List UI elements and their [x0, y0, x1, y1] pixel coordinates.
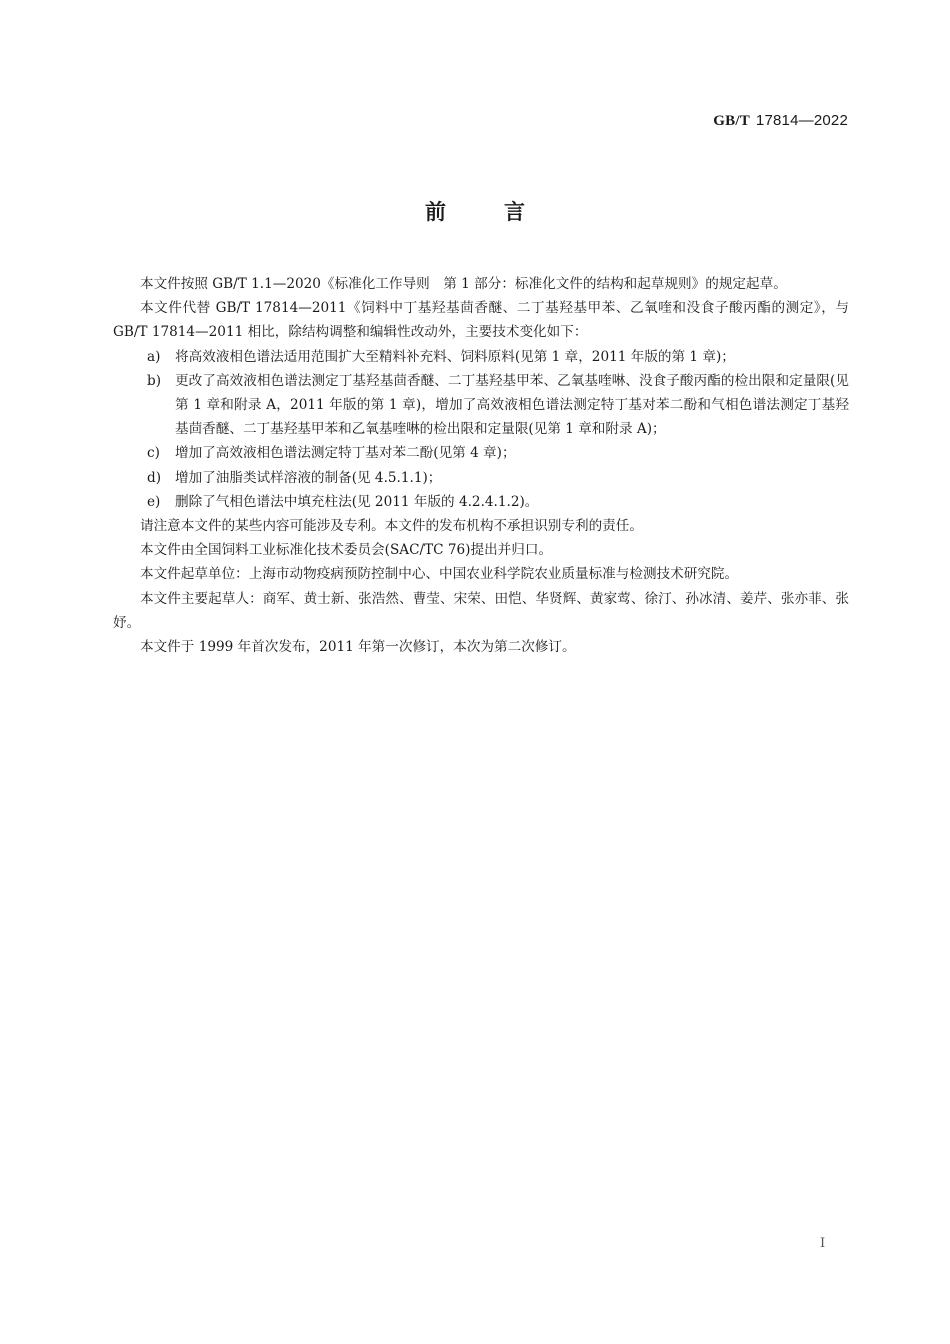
list-item: [113, 369, 849, 442]
list-marker: b): [147, 372, 162, 389]
title-char-2: 言: [504, 200, 525, 224]
replacement-paragraph: 本文件代替 GB/T 17814—2011《饲料中丁基羟基茴香醚、二丁基羟基甲苯、乙氧喹和没食子酸丙酯的测定》，与 GB/T 17814—2011 相比，除结构调整和编辑性改动外，主要技术变化如下：: [113, 300, 849, 341]
drafting-units-paragraph: 本文件起草单位：上海市动物疫病预防控制中心、中国农业科学院农业质量标准与检测技术研究院。: [140, 566, 739, 583]
standard-prefix: GB/T: [713, 113, 750, 129]
list-item: [113, 490, 849, 514]
patent-notice-paragraph: 请注意本文件的某些内容可能涉及专利。本文件的发布机构不承担识别专利的责任。: [140, 518, 643, 535]
standard-number-header: [713, 112, 848, 130]
page-number: I: [820, 1236, 826, 1251]
drafting-basis-paragraph: 本文件按照 GB/T 1.1—2020《标准化工作导则 第 1 部分：标准化文件的结构和起草规则》的规定起草。: [140, 276, 787, 292]
list-item-text: 增加了油脂类试样溶液的制备(见 4.5.1.1)；: [175, 469, 442, 486]
technical-changes-list: [113, 345, 849, 514]
title-char-1: 前: [425, 200, 446, 224]
list-item: [113, 345, 849, 369]
history-paragraph: 本文件于 1999 年首次发布，2011 年第一次修订，本次为第二次修订。: [140, 639, 576, 656]
list-item: [113, 441, 849, 465]
drafters-paragraph: 本文件主要起草人：商军、黄士新、张浩然、曹莹、宋荣、田恺、华贤辉、黄家莺、徐汀、孙冰清、姜芹、张亦菲、张妤。: [113, 590, 849, 631]
list-marker: d): [147, 469, 162, 486]
foreword-body: [113, 272, 849, 659]
list-item-text: 更改了高效液相色谱法测定丁基羟基茴香醚、二丁基羟基甲苯、乙氧基喹啉、没食子酸丙酯的检出限和定量限(见第 1 章和附录 A，2011 年版的第 1 章)，增加了高效液相色谱法测定特丁基对苯二酚和气相色谱法测定丁基羟基茴香醚、二丁基羟基甲苯和乙氧基喹啉的检出限和定量限(见第 1 章和附录 A)；: [175, 372, 849, 438]
page-title: [0, 196, 950, 226]
list-item-text: 增加了高效液相色谱法测定特丁基对苯二酚(见第 4 章)；: [175, 445, 516, 462]
list-item: [113, 466, 849, 490]
list-marker: e): [147, 493, 161, 510]
standard-code: 17814—2022: [755, 112, 848, 129]
list-marker: c): [147, 445, 160, 462]
list-item-text: 删除了气相色谱法中填充柱法(见 2011 年版的 4.2.4.1.2)。: [175, 493, 539, 510]
list-marker: a): [147, 348, 161, 365]
list-item-text: 将高效液相色谱法适用范围扩大至精料补充料、饲料原料(见第 1 章，2011 年版的第 1 章)；: [175, 348, 735, 365]
proposer-paragraph: 本文件由全国饲料工业标准化技术委员会(SAC/TC 76)提出并归口。: [140, 542, 553, 559]
